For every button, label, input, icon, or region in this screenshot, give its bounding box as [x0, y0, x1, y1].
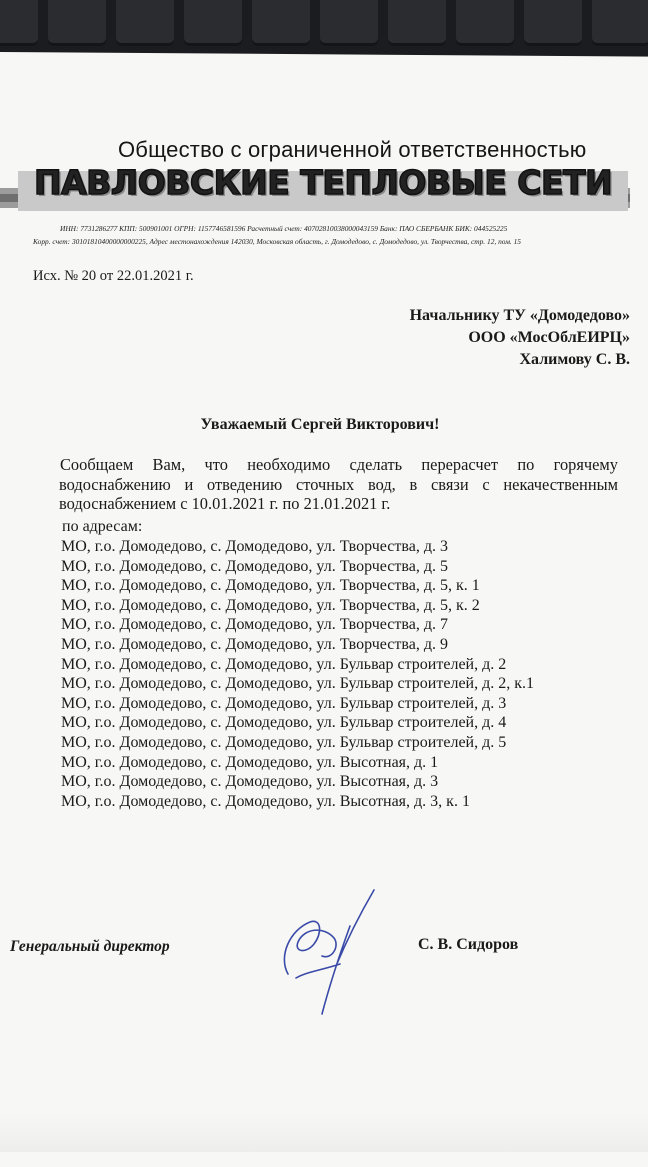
keyboard-key: [320, 0, 378, 46]
address-item: МО, г.о. Домодедово, с. Домодедово, ул. Творчества, д. 5: [61, 557, 448, 575]
address-item: МО, г.о. Домодедово, с. Домодедово, ул. Творчества, д. 7: [61, 616, 448, 634]
keyboard-key: [388, 0, 446, 46]
requisites-line-2: Корр. счет: 30101810400000000225, Адрес местонахождения 142030, Московская область, г. Домодедово, с. Домодедово, ул. Творчества, стр. 12, пом. 15: [33, 237, 521, 246]
keyboard-key: [184, 0, 242, 46]
address-item: МО, г.о. Домодедово, с. Домодедово, ул. Творчества, д. 5, к. 1: [61, 577, 480, 595]
keyboard-key: [0, 0, 38, 46]
keyboard-key: [116, 0, 174, 46]
addressee-block: [410, 305, 630, 371]
handwritten-signature: [276, 886, 386, 1016]
signatory-name: С. В. Сидоров: [418, 936, 519, 953]
keyboard-key: [252, 0, 310, 46]
outgoing-number: Исх. № 20 от 22.01.2021 г.: [33, 268, 194, 284]
keyboard-key: [592, 0, 648, 46]
org-type-heading: Общество с ограниченной ответственностью: [118, 137, 587, 162]
addresses-intro: по адресам:: [62, 518, 143, 535]
addressee-line-3: Халимову С. В.: [519, 351, 630, 368]
paper-shadow: [0, 1112, 648, 1152]
address-item: МО, г.о. Домодедово, с. Домодедово, ул. Бульвар строителей, д. 3: [61, 694, 507, 712]
address-item: МО, г.о. Домодедово, с. Домодедово, ул. Творчества, д. 3: [61, 538, 448, 555]
requisites-line-1: ИНН: 7731286277 КПП: 500901001 ОГРН: 1157746581596 Расчетный счет: 40702810038000043159 Банк: ПАО СБЕРБАНК БИК: 044525225: [60, 224, 508, 233]
signatory-title: Генеральный директор: [10, 938, 170, 955]
address-item: МО, г.о. Домодедово, с. Домодедово, ул. Бульвар строителей, д. 5: [61, 733, 507, 751]
org-name-logo: ПАВЛОВСКИЕ ТЕПЛОВЫЕ СЕТИ: [34, 163, 613, 202]
address-item: МО, г.о. Домодедово, с. Домодедово, ул. Бульвар строителей, д. 4: [61, 714, 507, 732]
body-line-1: Сообщаем Вам, что необходимо сделать перерасчет по горячему: [60, 455, 618, 474]
address-item: МО, г.о. Домодедово, с. Домодедово, ул. Бульвар строителей, д. 2, к.1: [61, 675, 535, 693]
addressee-line-2: ООО «МосОблЕИРЦ»: [468, 329, 630, 346]
body-line-3: водоснабжением с 10.01.2021 г. по 21.01.2021 г.: [59, 494, 391, 513]
keyboard-key: [48, 0, 106, 46]
body-paragraph: [60, 455, 618, 514]
greeting: Уважаемый Сергей Викторович!: [200, 416, 440, 433]
keyboard-key: [524, 0, 582, 46]
body-line-2: водоснабжению и отведению сточных вод, в связи с некачественным: [59, 474, 618, 494]
keyboard-key: [456, 0, 514, 46]
address-item: МО, г.о. Домодедово, с. Домодедово, ул. Бульвар строителей, д. 2: [61, 655, 507, 673]
address-item: МО, г.о. Домодедово, с. Домодедово, ул. Высотная, д. 1: [61, 753, 439, 771]
address-item: МО, г.о. Домодедово, с. Домодедово, ул. Высотная, д. 3: [61, 773, 439, 791]
addressee-line-1: Начальнику ТУ «Домодедово»: [409, 307, 630, 324]
address-list: [61, 537, 534, 811]
address-item: МО, г.о. Домодедово, с. Домодедово, ул. Творчества, д. 5, к. 2: [61, 596, 480, 614]
address-item: МО, г.о. Домодедово, с. Домодедово, ул. Высотная, д. 3, к. 1: [61, 792, 470, 810]
address-item: МО, г.о. Домодедово, с. Домодедово, ул. Творчества, д. 9: [61, 635, 448, 653]
